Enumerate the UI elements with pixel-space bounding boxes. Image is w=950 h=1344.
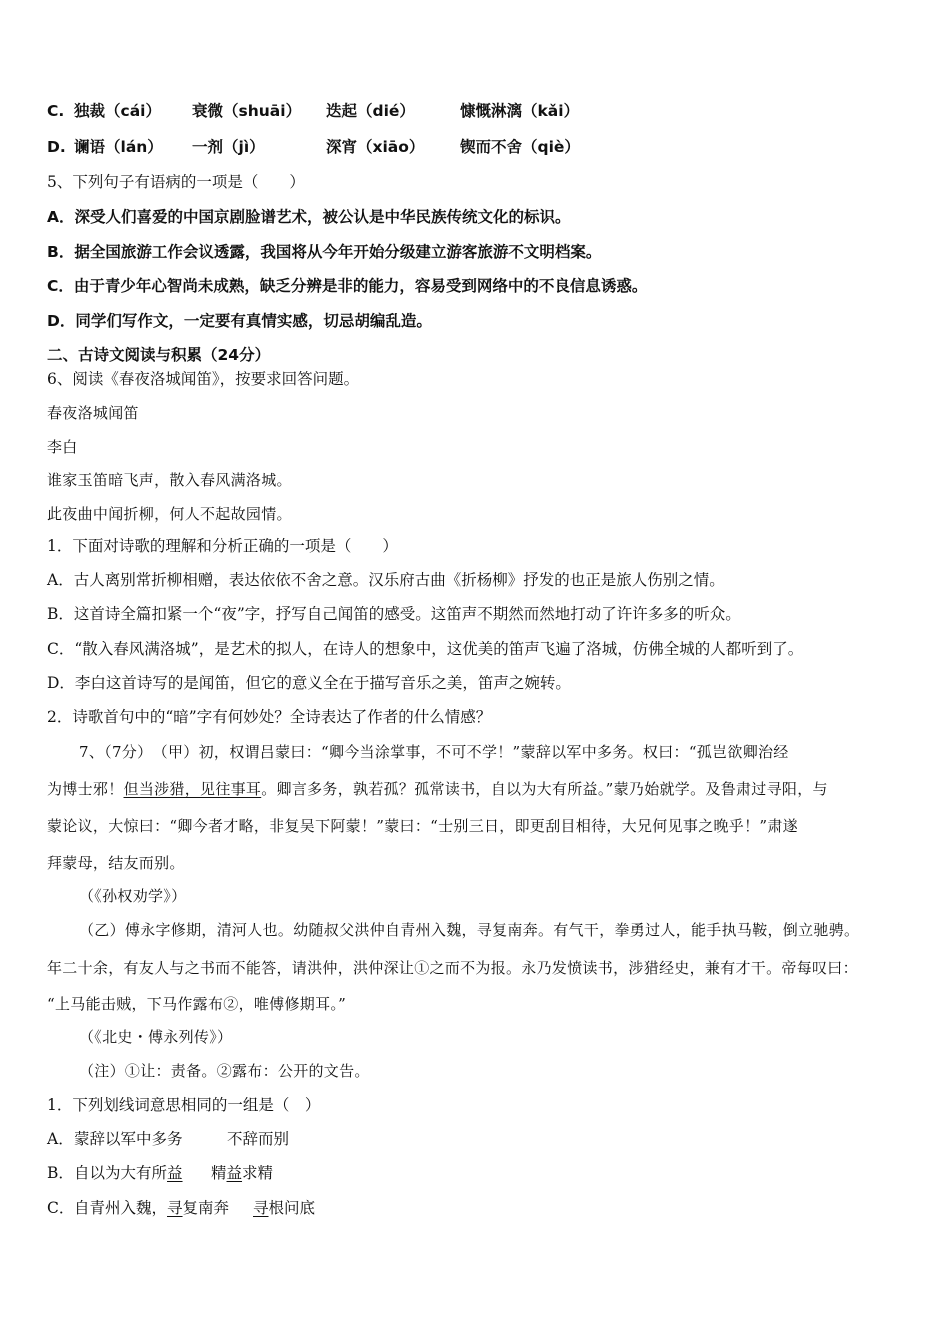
q6-sub1-option-b: B．这首诗全篇扣紧一个“夜”字，抒写自己闻笛的感受。这笛声不期然而然地打动了许许多多的听众。 — [47, 605, 741, 623]
q6-sub1-option-a: A．古人离别常折柳相赠，表达依依不舍之意。汉乐府古曲《折杨柳》抒发的也正是旅人伤别之情。 — [47, 571, 725, 589]
q5-option-b: B．据全国旅游工作会议透露，我国将从今年开始分级建立游客旅游不文明档案。 — [47, 243, 602, 261]
q4-option-c-item-4: 慷慨淋漓（kǎi） — [460, 102, 580, 120]
q7-passage-a-line-2 — [47, 779, 828, 799]
option-b-left-underlined: 益 — [167, 1164, 183, 1182]
q7-passage-a-line-1: 7、（7分） （甲）初，权谓吕蒙曰：“卿今当涂掌事，不可不学！”蒙辞以军中多务。权曰：“孤岂欲卿治经 — [79, 743, 789, 761]
q7-source-2: （《北史・傅永列传》） — [79, 1028, 233, 1046]
q5-option-c: C．由于青少年心智尚未成熟，缺乏分辨是非的能力，容易受到网络中的不良信息诱惑。 — [47, 277, 648, 295]
q6-stem: 6、阅读《春夜洛城闻笛》，按要求回答问题。 — [47, 370, 360, 388]
option-a-left: 蒙辞以军中多务 — [74, 1130, 183, 1148]
option-c-right — [253, 1198, 315, 1218]
q5-option-a: A．深受人们喜爱的中国京剧脸谱艺术，被公认是中华民族传统文化的标识。 — [47, 208, 571, 226]
option-b-label: B． — [47, 1164, 74, 1182]
q6-sub2-stem: 2．诗歌首句中的“暗”字有何妙处？全诗表达了作者的什么情感？ — [47, 708, 492, 726]
q7-sub1-stem: 1．下列划线词意思相同的一组是（ ） — [47, 1096, 321, 1114]
q4-option-c-item-2: 衰微（shuāi） — [192, 102, 302, 120]
option-c-right-underlined: 寻 — [253, 1199, 269, 1217]
poem-title: 春夜洛城闻笛 — [47, 404, 139, 422]
option-b-right-underlined: 益 — [226, 1164, 243, 1182]
q7-passage-b-line-1: （乙）傅永字修期，清河人也。幼随叔父洪仲自青州入魏，寻复南奔。有气干，拳勇过人，能手执马鞍，倒立驰骋。 — [79, 921, 860, 939]
q7-passage-a-line-3: 蒙论议，大惊曰：“卿今者才略，非复吴下阿蒙！”蒙曰：“士别三日，即更刮目相待，大兄何见事之晚乎！”肃遂 — [47, 817, 798, 835]
option-b-left — [74, 1163, 183, 1183]
q7-passage-b-line-2: 年二十余，有友人与之书而不能答，请洪仲，洪仲深让①之而不为报。永乃发愤读书，涉猎经史，兼有才干。帝每叹曰： — [47, 959, 858, 977]
option-c-left-post: 复南奔 — [182, 1199, 230, 1217]
option-c-left-pre: 自青州入魏， — [74, 1199, 168, 1217]
option-b-right-post: 求精 — [242, 1164, 274, 1182]
q7-passage-a-line-2-end: 。卿言多务，孰若孤？孤常读书，自以为大有所益。”蒙乃始就学。及鲁肃过寻阳，与 — [261, 780, 828, 798]
underlined-phrase: 但当涉猎，见往事耳 — [123, 780, 262, 798]
option-c-label: C． — [47, 1199, 75, 1217]
q4-option-d-label: D. — [47, 138, 66, 156]
q7-source-1: （《孙权劝学》） — [79, 887, 187, 905]
option-c-left-underlined: 寻 — [167, 1199, 183, 1217]
option-b-left-text: 自以为大有所 — [74, 1164, 168, 1182]
q5-stem: 5、下列句子有语病的一项是（ ） — [47, 173, 305, 191]
q6-sub1-option-c: C．“散入春风满洛城”，是艺术的拟人，在诗人的想象中，这优美的笛声飞遍了洛城，仿佛全城的人都听到了。 — [47, 640, 804, 658]
poem-line-1: 谁家玉笛暗飞声，散入春风满洛城。 — [47, 471, 292, 489]
q4-option-d-item-1: 谰语（lán） — [74, 138, 163, 156]
poem-author: 李白 — [47, 438, 78, 456]
q4-option-c-item-1: 独裁（cái） — [74, 102, 161, 120]
q7-note: （注）①让：责备。②露布：公开的文告。 — [79, 1062, 370, 1080]
q7-passage-a-line-4: 拜蒙母，结友而别。 — [47, 854, 185, 872]
q7-passage-a-line-2-start: 为博士邪！ — [47, 780, 124, 798]
q4-option-c-label: C. — [47, 102, 65, 120]
option-c-right-post: 根问底 — [268, 1199, 316, 1217]
q4-option-c-item-3: 迭起（dié） — [326, 102, 415, 120]
section-heading: 二、古诗文阅读与积累（24分） — [47, 346, 271, 364]
q4-option-d-item-4: 锲而不舍（qiè） — [460, 138, 580, 156]
q6-sub1-stem: 1．下面对诗歌的理解和分析正确的一项是（ ） — [47, 537, 398, 555]
q5-option-d: D．同学们写作文，一定要有真情实感，切忌胡编乱造。 — [47, 312, 432, 330]
poem-line-2: 此夜曲中闻折柳，何人不起故园情。 — [47, 505, 292, 523]
option-a-right: 不辞而别 — [227, 1130, 290, 1148]
option-b-right-pre: 精 — [211, 1164, 227, 1182]
q4-option-d-item-2: 一剂（jì） — [192, 138, 265, 156]
q7-passage-b-line-3: “上马能击贼，下马作露布②，唯傅修期耳。” — [47, 995, 347, 1013]
q6-sub1-option-d: D．李白这首诗写的是闻笛，但它的意义全在于描写音乐之美，笛声之婉转。 — [47, 674, 571, 692]
option-c-left — [74, 1198, 229, 1218]
option-a-label: A． — [47, 1130, 74, 1148]
q4-option-d-item-3: 深宵（xiāo） — [326, 138, 425, 156]
option-b-right — [211, 1163, 273, 1183]
